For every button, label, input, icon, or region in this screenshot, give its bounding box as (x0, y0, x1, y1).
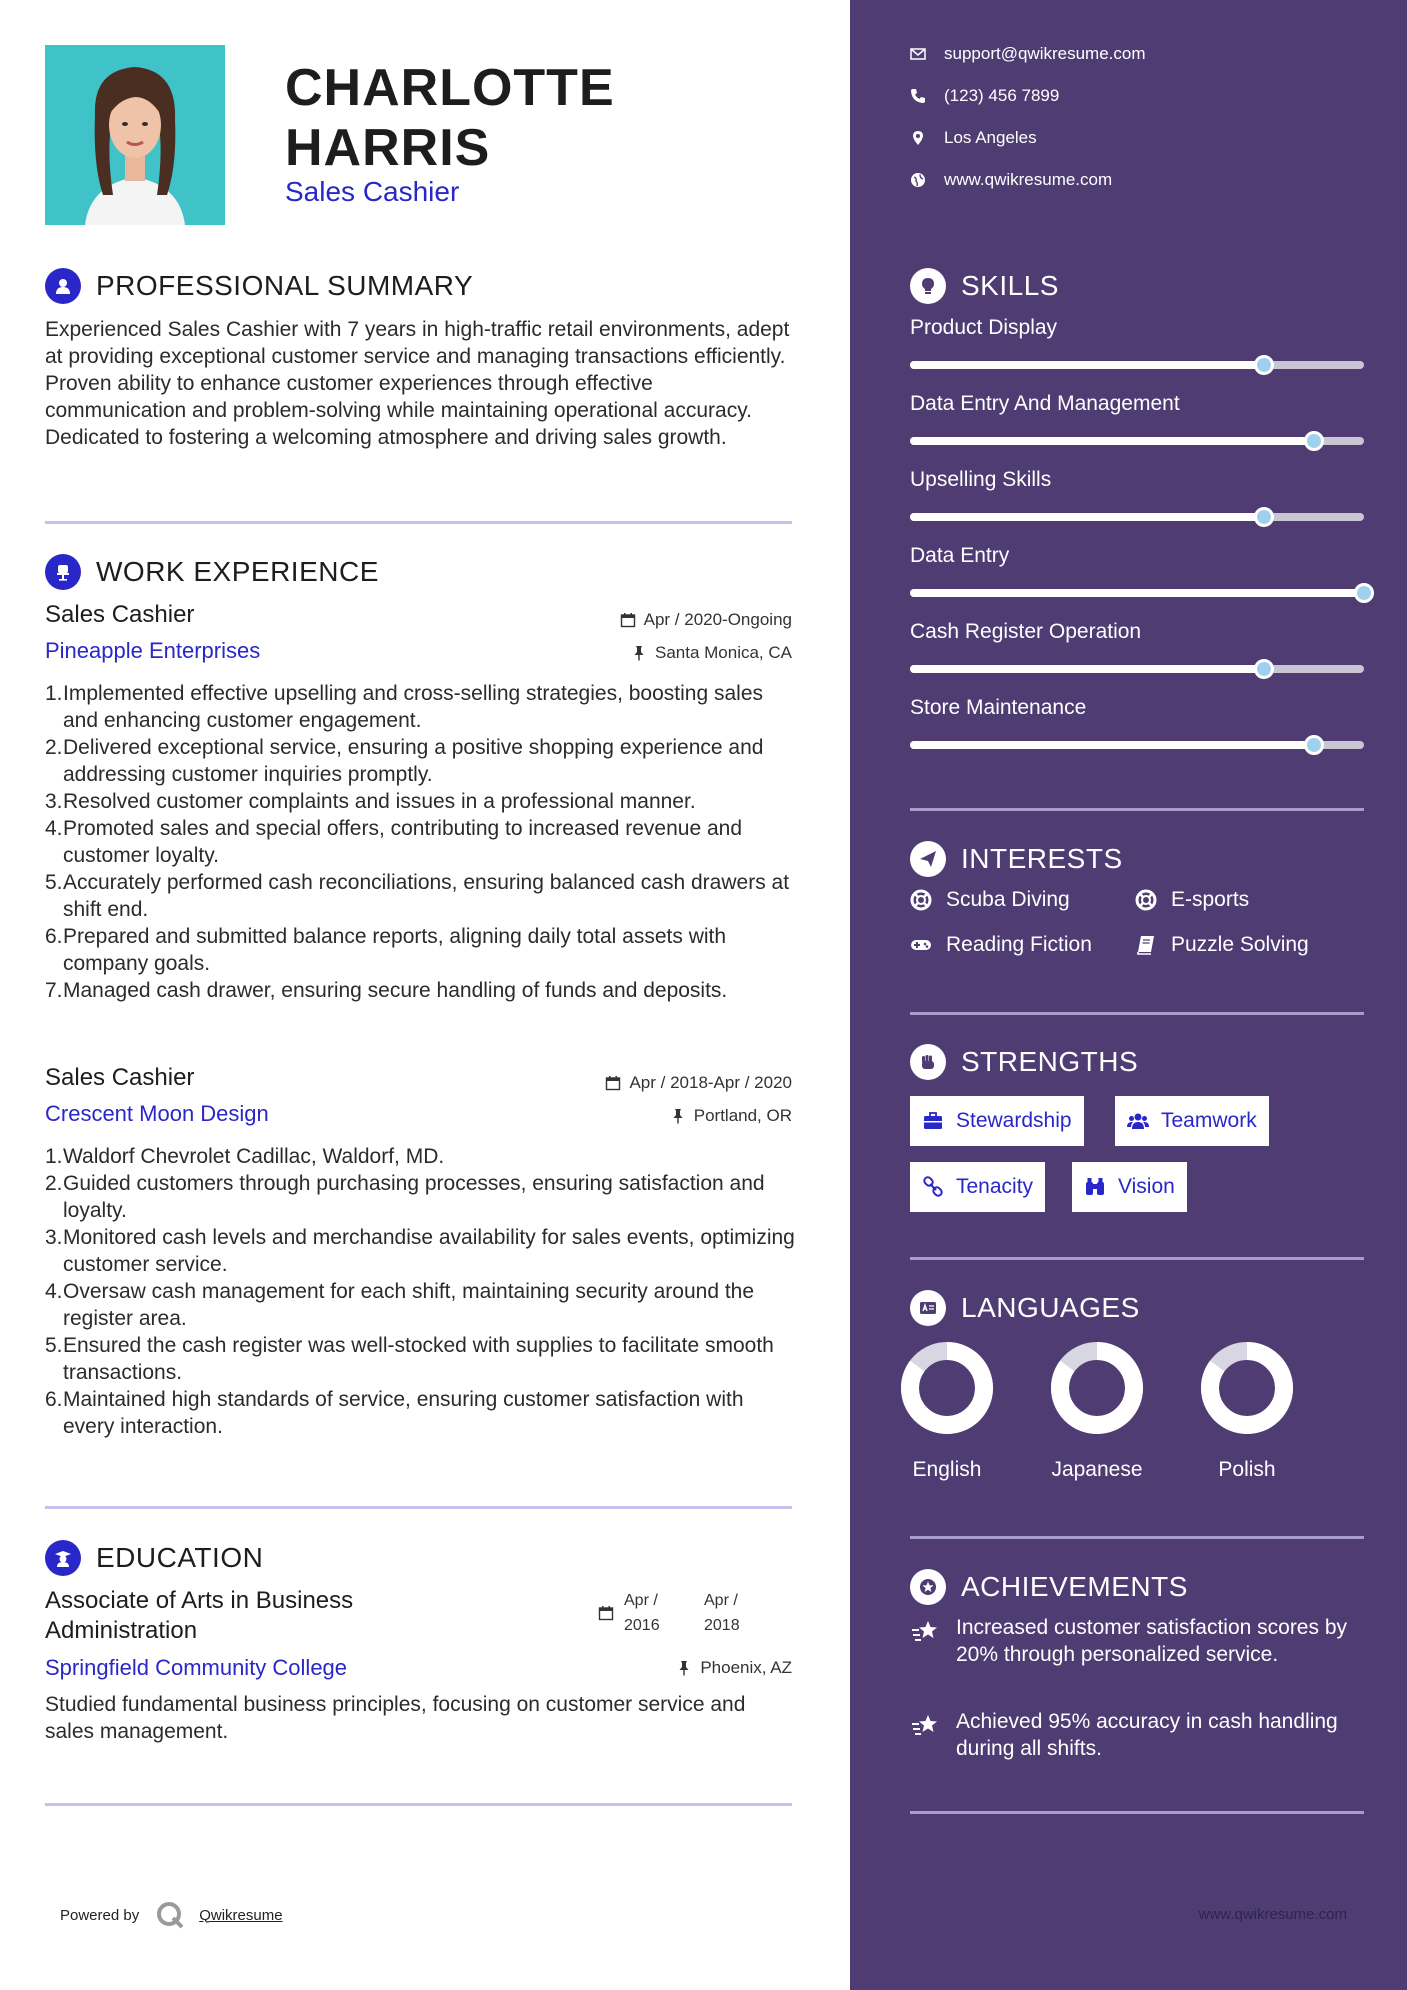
job-1-company: Pineapple Enterprises (45, 638, 261, 663)
job-2-location (670, 1106, 792, 1126)
job-1-date (620, 610, 792, 630)
skill-bar (910, 437, 1364, 445)
phone-text: (123) 456 7899 (944, 86, 1060, 105)
skill-label: Cash Register Operation (910, 620, 1142, 643)
gamepad-icon (910, 934, 932, 956)
bullet-text: Implemented effective upselling and cross-selling strategies, boosting sales and enhancing customer engagement. (63, 682, 763, 732)
calendar-icon (620, 612, 636, 628)
bullet-item (45, 923, 797, 977)
bullet-item (45, 869, 797, 923)
lightbulb-icon (910, 268, 946, 304)
name-line-2: HARRIS (285, 119, 491, 177)
skill-bar (910, 589, 1364, 597)
achievement-item (910, 1708, 1350, 1762)
qwikresume-link[interactable]: Qwikresume (199, 1906, 283, 1924)
skill-bar-fill (910, 513, 1264, 521)
language-item (1042, 1340, 1152, 1482)
achievements-heading (910, 1569, 1188, 1605)
skills-heading (910, 268, 1059, 304)
strengths-heading (910, 1044, 1138, 1080)
language-donut (899, 1340, 995, 1436)
skill-bar (910, 361, 1364, 369)
section-divider (910, 1811, 1364, 1814)
degree-title (45, 1586, 353, 1646)
bullet-number: 4. (45, 817, 63, 840)
contact-location (910, 128, 1037, 148)
skill-bar-fill (910, 437, 1314, 445)
language-name: Japanese (1051, 1458, 1143, 1481)
interest-label: E-sports (1171, 888, 1250, 911)
section-divider (910, 1257, 1364, 1260)
strength-label: Vision (1118, 1175, 1175, 1198)
bullet-text: Delivered exceptional service, ensuring a positive shopping experience and addressing customer inquiries promptly. (63, 736, 764, 786)
skill-level-knob (1304, 735, 1324, 755)
job-1-location-text: Santa Monica, CA (654, 643, 792, 662)
education-end-year: 2018 (704, 1617, 740, 1634)
bullet-item (45, 1143, 797, 1170)
envelope-icon (910, 46, 926, 62)
bullet-text: Oversaw cash management for each shift, maintaining security around the register area. (63, 1280, 755, 1330)
life-ring-icon (910, 889, 932, 911)
strength-label: Tenacity (956, 1175, 1034, 1198)
shooting-star-icon (910, 1710, 940, 1740)
section-divider (45, 521, 792, 524)
skill-bar-fill (910, 665, 1264, 673)
bullet-number: 4. (45, 1280, 63, 1303)
bullet-text: Promoted sales and special offers, contributing to increased revenue and customer loyalty. (63, 817, 743, 867)
skill-level-knob (1254, 507, 1274, 527)
bullet-text: Waldorf Chevrolet Cadillac, Waldorf, MD. (63, 1145, 445, 1168)
email-text[interactable]: support@qwikresume.com (944, 44, 1146, 63)
contact-website (910, 170, 1112, 190)
interest-label: Scuba Diving (946, 888, 1070, 911)
strength-badge (1072, 1162, 1187, 1212)
education-location-text: Phoenix, AZ (700, 1658, 792, 1677)
education-end (704, 1588, 740, 1638)
language-card-icon (910, 1290, 946, 1326)
interest-item (910, 888, 1070, 912)
education-dates (598, 1588, 740, 1638)
skill-label: Upselling Skills (910, 468, 1052, 491)
job-2-location-text: Portland, OR (693, 1106, 792, 1125)
binoculars-icon (1084, 1176, 1106, 1198)
education-location (676, 1658, 792, 1678)
profile-photo (45, 45, 225, 225)
section-divider (45, 1506, 792, 1509)
bullet-item (45, 680, 797, 734)
languages-heading (910, 1290, 1140, 1326)
strengths-title: STRENGTHS (961, 1046, 1139, 1077)
bullet-number: 1. (45, 1145, 63, 1168)
contact-phone (910, 86, 1059, 106)
calendar-icon (605, 1075, 621, 1091)
skill-bar-fill (910, 361, 1264, 369)
pin-icon (670, 1108, 686, 1124)
location-text: Los Angeles (944, 128, 1037, 147)
skill-label: Data Entry (910, 544, 1010, 567)
skill-bar (910, 665, 1364, 673)
skill-bar-fill (910, 741, 1314, 749)
bullet-item (45, 815, 797, 869)
education-end-month: Apr / (704, 1592, 738, 1609)
bullet-text: Guided customers through purchasing processes, ensuring satisfaction and loyalty. (63, 1172, 765, 1222)
experience-heading (45, 554, 379, 590)
skill-bar-fill (910, 589, 1364, 597)
language-item (1192, 1340, 1302, 1482)
skill-bar (910, 513, 1364, 521)
bullet-number: 5. (45, 1334, 63, 1357)
job-1-bullets (45, 680, 797, 1004)
job-2-company: Crescent Moon Design (45, 1101, 269, 1126)
job-2-date-text: Apr / 2018-Apr / 2020 (629, 1073, 792, 1092)
sidebar (850, 0, 1407, 1990)
bullet-text: Prepared and submitted balance reports, aligning daily total assets with company goals. (63, 925, 727, 975)
interest-label: Reading Fiction (946, 933, 1092, 956)
interests-title: INTERESTS (961, 843, 1123, 874)
bullet-item (45, 977, 797, 1004)
interest-item (910, 933, 1092, 957)
bullet-number: 5. (45, 871, 63, 894)
degree-line-1: Associate of Arts in Business (45, 1587, 354, 1614)
name-line-1: CHARLOTTE (285, 59, 615, 117)
bullet-text: Accurately performed cash reconciliations, ensuring balanced cash drawers at shift end. (63, 871, 790, 921)
summary-heading (45, 268, 473, 304)
strength-label: Stewardship (956, 1109, 1072, 1132)
footer-site[interactable]: www.qwikresume.com (1198, 1906, 1347, 1923)
skill-level-knob (1254, 355, 1274, 375)
bullet-item (45, 1224, 797, 1278)
website-text[interactable]: www.qwikresume.com (944, 170, 1113, 189)
skill-level-knob (1304, 431, 1324, 451)
education-start-year: 2016 (624, 1617, 660, 1634)
bullet-text: Managed cash drawer, ensuring secure handling of funds and deposits. (63, 979, 728, 1002)
section-divider (910, 808, 1364, 811)
phone-icon (910, 88, 926, 104)
bullet-number: 7. (45, 979, 63, 1002)
strength-label: Teamwork (1161, 1109, 1257, 1132)
bullet-text: Monitored cash levels and merchandise availability for sales events, optimizing customer service. (63, 1226, 795, 1276)
bullet-item (45, 788, 797, 815)
bullet-item (45, 1332, 797, 1386)
bullet-item (45, 734, 797, 788)
bullet-number: 1. (45, 682, 63, 705)
shooting-star-icon (910, 1616, 940, 1646)
candidate-title: Sales Cashier (285, 176, 460, 207)
degree-line-2: Administration (45, 1617, 198, 1644)
bullet-text: Maintained high standards of service, ensuring customer satisfaction with every interaction. (63, 1388, 744, 1438)
language-item (892, 1340, 1002, 1482)
bullet-number: 3. (45, 1226, 63, 1249)
education-title: EDUCATION (96, 1542, 264, 1573)
bullet-item (45, 1278, 797, 1332)
achievement-text: Increased customer satisfaction scores by 20% through personalized service. (956, 1616, 1348, 1666)
bullet-text: Ensured the cash register was well-stocked with supplies to facilitate smooth transactions. (63, 1334, 774, 1384)
languages-title: LANGUAGES (961, 1292, 1140, 1323)
pin-icon (676, 1660, 692, 1676)
fist-icon (910, 1044, 946, 1080)
job-1-location (631, 643, 792, 663)
strength-badge (910, 1162, 1045, 1212)
bullet-item (45, 1386, 797, 1440)
bullet-number: 6. (45, 925, 63, 948)
skill-label: Data Entry And Management (910, 392, 1180, 415)
school-name: Springfield Community College (45, 1655, 348, 1680)
language-donut (1199, 1340, 1295, 1436)
interest-item (1135, 933, 1309, 957)
life-ring-icon (1135, 889, 1157, 911)
summary-text: Experienced Sales Cashier with 7 years in high-traffic retail environments, adept at providing exceptional customer service and managing transactions efficiently. Proven ability to enhance customer experiences through effective communication and problem-solving while maintaining operational accuracy. Dedicated to fostering a welcoming atmosphere and driving sales growth. (45, 318, 790, 449)
experience-title: WORK EXPERIENCE (96, 556, 379, 587)
calendar-icon (598, 1605, 614, 1621)
skills-title: SKILLS (961, 270, 1059, 301)
bullet-text: Resolved customer complaints and issues in a professional manner. (63, 790, 696, 813)
job-2-date (605, 1073, 792, 1093)
interest-item (1135, 888, 1249, 912)
job-1-title: Sales Cashier (45, 601, 195, 628)
skill-label: Store Maintenance (910, 696, 1087, 719)
user-icon (45, 268, 81, 304)
candidate-name (285, 58, 785, 178)
skill-label: Product Display (910, 316, 1058, 339)
bullet-number: 2. (45, 736, 63, 759)
achievements-title: ACHIEVEMENTS (961, 1571, 1188, 1602)
book-icon (1135, 934, 1157, 956)
star-badge-icon (910, 1569, 946, 1605)
section-divider (910, 1012, 1364, 1015)
map-marker-icon (910, 130, 926, 146)
section-divider (45, 1803, 792, 1806)
powered-by (60, 1900, 283, 1930)
skill-level-knob (1354, 583, 1374, 603)
job-2-bullets (45, 1143, 797, 1440)
interest-label: Puzzle Solving (1171, 933, 1309, 956)
bullet-number: 2. (45, 1172, 63, 1195)
pin-icon (631, 645, 647, 661)
language-name: Polish (1218, 1458, 1276, 1481)
interests-heading (910, 841, 1123, 877)
strength-badge (910, 1096, 1084, 1146)
language-donut (1049, 1340, 1145, 1436)
chair-icon (45, 554, 81, 590)
education-heading (45, 1540, 263, 1576)
strength-badge (1115, 1096, 1269, 1146)
achievement-text: Achieved 95% accuracy in cash handling during all shifts. (956, 1710, 1338, 1760)
globe-icon (910, 172, 926, 188)
bullet-item (45, 1170, 797, 1224)
education-description: Studied fundamental business principles, focusing on customer service and sales management. (45, 1693, 746, 1743)
briefcase-icon (922, 1110, 944, 1132)
language-name: English (912, 1458, 982, 1481)
qwikresume-logo-icon (155, 1900, 185, 1930)
skill-level-knob (1254, 659, 1274, 679)
bullet-number: 3. (45, 790, 63, 813)
section-divider (910, 1536, 1364, 1539)
summary-title: PROFESSIONAL SUMMARY (96, 270, 474, 301)
powered-by-label: Powered by (60, 1906, 140, 1924)
job-2-title: Sales Cashier (45, 1064, 195, 1091)
paper-plane-icon (910, 841, 946, 877)
job-1-date-text: Apr / 2020-Ongoing (643, 610, 792, 629)
education-start-month: Apr / (624, 1592, 658, 1609)
link-icon (922, 1176, 944, 1198)
skill-bar (910, 741, 1364, 749)
users-icon (1127, 1110, 1149, 1132)
bullet-number: 6. (45, 1388, 63, 1411)
graduate-icon (45, 1540, 81, 1576)
achievement-item (910, 1614, 1350, 1668)
portrait-illustration (45, 45, 225, 225)
education-start (624, 1588, 696, 1638)
contact-email (910, 44, 1146, 64)
